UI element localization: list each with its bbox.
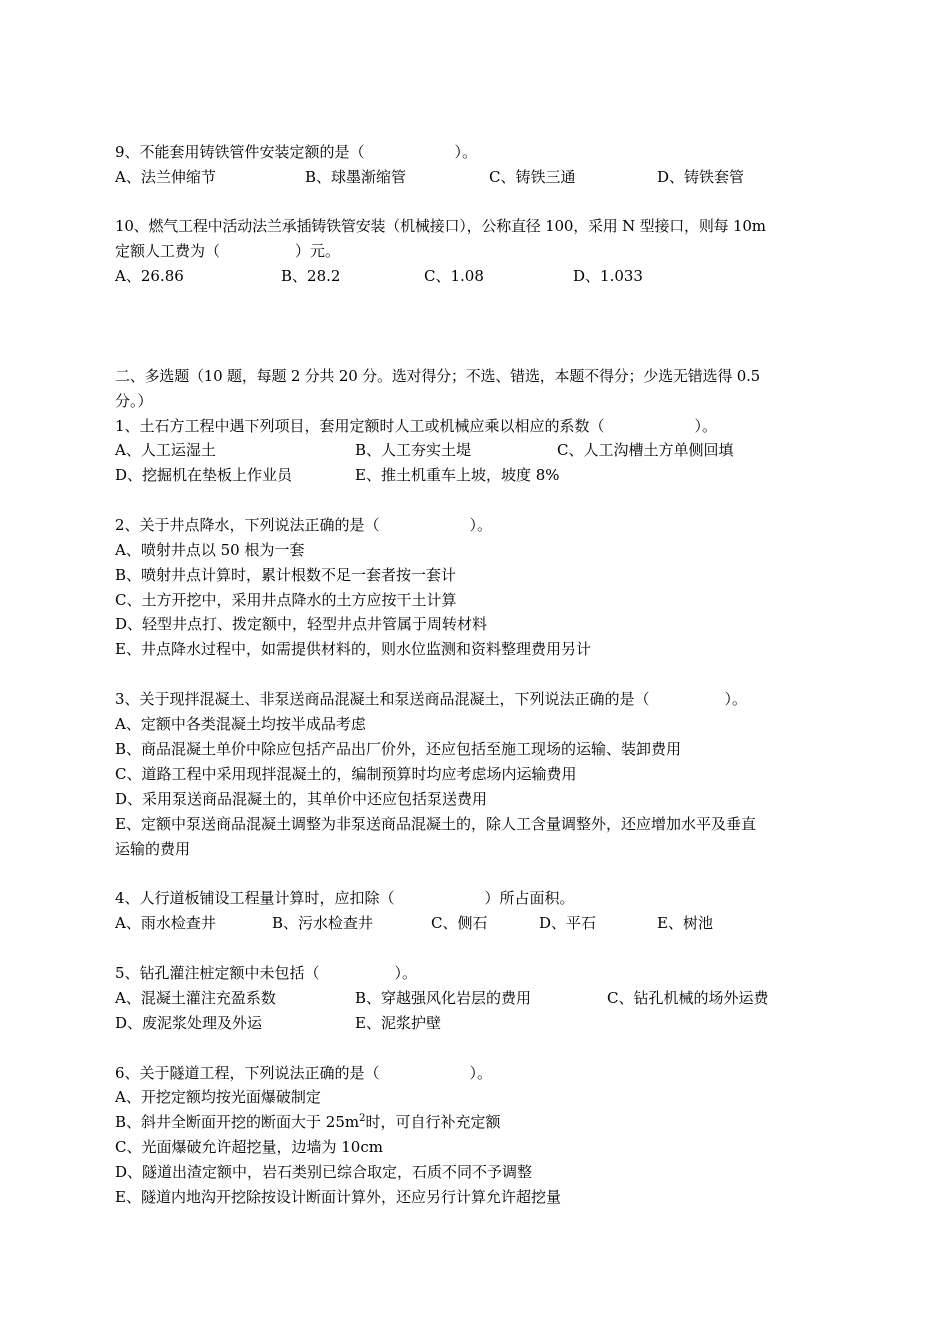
m5-option-d: D、废泥浆处理及外运: [115, 1014, 263, 1032]
q9-options: [115, 167, 835, 189]
m4-option-e: E、树池: [657, 914, 713, 932]
m5-options-row1: [115, 988, 835, 1010]
m4-option-a: A、雨水检查井: [115, 914, 216, 932]
q10-option-c: C、1.08: [424, 267, 484, 285]
section-heading-line1: 二、多选题（10 题，每题 2 分共 20 分。选对得分；不选、错选，本题不得分；少选无错选得 0.5: [115, 367, 760, 385]
m4-option-c: C、侧石: [431, 914, 488, 932]
m3-stem: 3、关于现拌混凝土、非泵送商品混凝土和泵送商品混凝土，下列说法正确的是（ ）。: [115, 690, 748, 708]
m4-stem: 4、人行道板铺设工程量计算时，应扣除（ ）所占面积。: [115, 889, 575, 907]
m2-option-e: E、井点降水过程中，如需提供材料的，则水位监测和资料整理费用另计: [115, 640, 591, 658]
m1-options-row1: [115, 440, 835, 462]
q10-stem-line1: 10、燃气工程中活动法兰承插铸铁管安装（机械接口），公称直径 100，采用 N 型接口，则每 10m: [115, 217, 766, 235]
m4-option-b: B、污水检查井: [272, 914, 374, 932]
m6-option-e: E、隧道内地沟开挖除按设计断面计算外，还应另行计算允许超挖量: [115, 1188, 561, 1206]
m6-option-b-superscript: 2: [359, 1113, 366, 1124]
m6-option-b-text-end: 时，可自行补充定额: [365, 1113, 501, 1131]
m1-option-b: B、人工夯实土堤: [355, 441, 472, 459]
m1-stem: 1、土石方工程中遇下列项目，套用定额时人工或机械应乘以相应的系数（ ）。: [115, 417, 718, 435]
q10-stem-line2: 定额人工费为（ ）元。: [115, 242, 341, 260]
m6-option-b-text: B、斜井全断面开挖的断面大于 25m: [115, 1113, 360, 1131]
section-heading-line2: 分。）: [115, 392, 153, 410]
q9-option-c: C、铸铁三通: [489, 168, 576, 186]
m5-option-e: E、泥浆护壁: [355, 1014, 441, 1032]
m5-option-c: C、钻孔机械的场外运费: [607, 989, 769, 1007]
m6-option-d: D、隧道出渣定额中，岩石类别已综合取定，石质不同不予调整: [115, 1163, 533, 1181]
m1-option-d: D、挖掘机在垫板上作业员: [115, 466, 293, 484]
m2-stem: 2、关于井点降水，下列说法正确的是（ ）。: [115, 516, 493, 534]
q9-option-b: B、球墨渐缩管: [305, 168, 407, 186]
m3-option-e: E、定额中泵送商品混凝土调整为非泵送商品混凝土的，除人工含量调整外，还应增加水平及垂直: [115, 815, 756, 833]
m2-option-a: A、喷射井点以 50 根为一套: [115, 541, 305, 559]
m1-options-row2: [115, 465, 835, 487]
m1-option-a: A、人工运湿土: [115, 441, 216, 459]
q9-option-d: D、铸铁套管: [657, 168, 745, 186]
m6-stem: 6、关于隧道工程，下列说法正确的是（ ）。: [115, 1064, 493, 1082]
m1-option-c: C、人工沟槽土方单侧回填: [557, 441, 734, 459]
m4-option-d: D、平石: [539, 914, 597, 932]
m6-option-a: A、开挖定额均按光面爆破制定: [115, 1088, 321, 1106]
q9-stem: 9、不能套用铸铁管件安装定额的是（ ）。: [115, 143, 478, 161]
q10-option-a: A、26.86: [115, 267, 184, 285]
m6-option-b: [115, 1112, 501, 1134]
m5-options-row2: [115, 1013, 835, 1035]
m1-option-e: E、推土机重车上坡，坡度 8%: [355, 466, 560, 484]
m3-option-e-continued: 运输的费用: [115, 840, 191, 858]
q10-option-b: B、28.2: [281, 267, 341, 285]
m2-option-b: B、喷射井点计算时，累计根数不足一套者按一套计: [115, 566, 457, 584]
q10-options: [115, 266, 835, 288]
m3-option-a: A、定额中各类混凝土均按半成品考虑: [115, 715, 366, 733]
m5-option-a: A、混凝土灌注充盈系数: [115, 989, 276, 1007]
m2-option-c: C、土方开挖中，采用井点降水的土方应按干土计算: [115, 591, 457, 609]
q10-option-d: D、1.033: [573, 267, 643, 285]
m4-options: [115, 913, 835, 935]
q9-option-a: A、法兰伸缩节: [115, 168, 216, 186]
m3-option-b: B、商品混凝土单价中除应包括产品出厂价外，还应包括至施工现场的运输、装卸费用: [115, 740, 682, 758]
m3-option-c: C、道路工程中采用现拌混凝土的，编制预算时均应考虑场内运输费用: [115, 765, 577, 783]
m6-option-c: C、光面爆破允许超挖量，边墙为 10cm: [115, 1138, 383, 1156]
m5-option-b: B、穿越强风化岩层的费用: [355, 989, 532, 1007]
m2-option-d: D、轻型井点打、拨定额中，轻型井点井管属于周转材料: [115, 615, 488, 633]
m5-stem: 5、钻孔灌注桩定额中未包括（ ）。: [115, 964, 418, 982]
m3-option-d: D、采用泵送商品混凝土的，其单价中还应包括泵送费用: [115, 790, 488, 808]
